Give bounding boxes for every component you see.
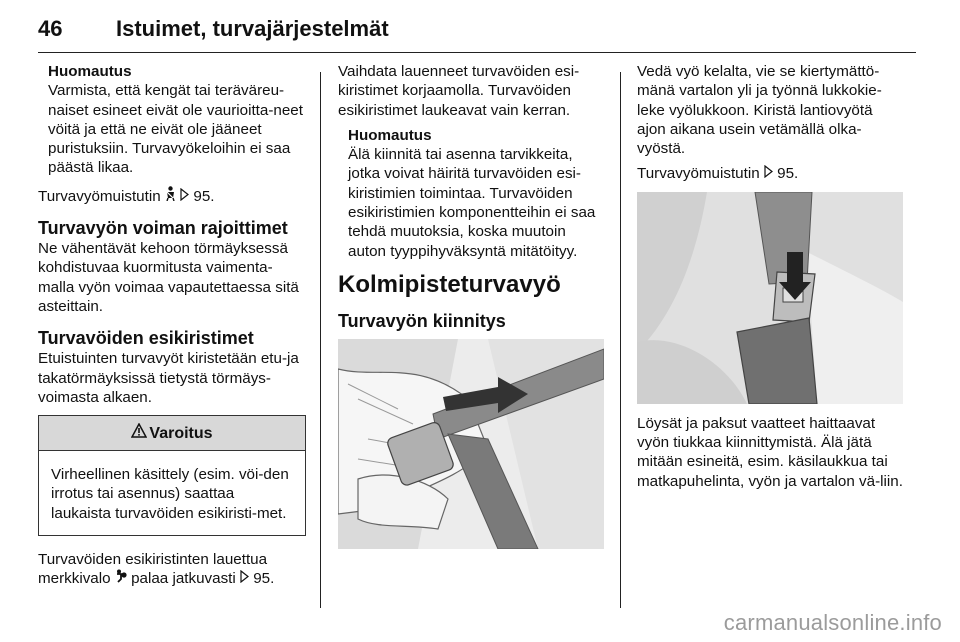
ref-arrow-icon: [180, 188, 189, 204]
note-title: Huomautus: [48, 63, 132, 80]
limiter-text: Ne vähentävät kehoon törmäyksessä kohdistuvaa kuormitusta vaimenta-malla vyön voimaa vapautettaessa sitä asteittain.: [38, 240, 299, 315]
pretensioner-text: Etuistuinten turvavyöt kiristetään etu-ja takatörmäyksissä tietystä törmäys-voimasta alkaen.: [38, 350, 299, 406]
lamp-text-a: Turvavöiden esikiristinten lauettua merkkivalo: [38, 551, 268, 588]
column-1: [38, 62, 306, 595]
loose-clothing-text: Löysät ja paksut vaatteet haittaavat vyön tiukkaa kiinnittymistä. Älä jätä mitään esineitä, esim. käsilaukkua tai matkapuhelinta, vyön ja vartalon vä-liin.: [637, 414, 903, 490]
chapter-title: Istuimet, turvajärjestelmät: [116, 16, 389, 41]
ref-arrow-icon: [764, 165, 773, 181]
reminder-text: Turvavyömuistutin: [637, 165, 760, 183]
warning-header: [39, 416, 305, 451]
warning-box: [38, 415, 306, 536]
seatbelt-reminder-icon: [165, 188, 176, 204]
column-2: [338, 62, 604, 549]
watermark: carmanualsonline.info: [723, 610, 942, 635]
reminder-line: [38, 186, 306, 206]
lamp-ref: 95.: [253, 570, 275, 588]
heading-pretensioners: Turvavöiden esikiristimet: [38, 328, 254, 349]
heading-three-point-belt: Kolmipisteturvavyö: [338, 270, 561, 298]
column-divider-2: [620, 72, 621, 608]
note-shoes: [48, 62, 306, 178]
note-text: Älä kiinnitä tai asenna tarvikkeita, jotka voivat häiritä turvavöiden esi-kiristimien toimintaa. Turvavöiden esikiristimien komponentteihin ei saa tehdä muutoksia, koska muutoin auton tyyppihyväksyntä mitätöityy.: [348, 146, 596, 260]
header-rule: [38, 52, 916, 53]
heading-force-limiters: Turvavyön voiman rajoittimet: [38, 218, 288, 239]
page-header: [38, 10, 918, 50]
heading-fastening: Turvavyön kiinnitys: [338, 310, 506, 331]
lamp-text-b: palaa jatkuvasti: [131, 570, 236, 588]
airbag-warning-lamp-icon: [115, 570, 127, 586]
note-title: Huomautus: [348, 126, 432, 144]
illustration-fastening-belt: [338, 339, 604, 549]
reminder-ref: 95.: [777, 165, 799, 183]
illustration-buckle-insert: [637, 192, 903, 404]
column-divider-1: [320, 72, 321, 608]
note-accessories: [348, 126, 604, 261]
reminder-ref: 95.: [193, 187, 215, 205]
reminder-text: Turvavyömuistutin: [38, 187, 161, 205]
lamp-line: [38, 550, 306, 589]
ref-arrow-icon: [240, 570, 249, 586]
note-text: Varmista, että kengät tai teräväreu-naiset esineet eivät ole vaurioitta-neet vöitä ja että ne eivät ole jääneet puristuksiin. Turvavyökeloihin ei saa päästä likaa.: [48, 82, 303, 177]
intro-text: Vaihdata lauenneet turvavöiden esi-kiristimet korjaamolla. Turvavöiden esikiristimet laukeavat vain kerran.: [338, 63, 580, 119]
warning-triangle-icon: [131, 423, 147, 443]
warning-title: Varoitus: [149, 424, 213, 442]
page-number: 46: [38, 16, 63, 41]
reminder-line: [637, 164, 903, 183]
column-3: [637, 62, 903, 497]
warning-text: Virheellinen käsittely (esim. vöi-den irrotus tai asennus) saattaa laukaista turvavöiden esikiristi-met.: [51, 466, 289, 522]
instruction-text: Vedä vyö kelalta, vie se kiertymättö-mänä vartalon yli ja työnnä lukkokie-leke vyölukkoon. Kiristä lantiovyötä ajon aikana usein vetämällä olka-vyöstä.: [637, 63, 882, 158]
